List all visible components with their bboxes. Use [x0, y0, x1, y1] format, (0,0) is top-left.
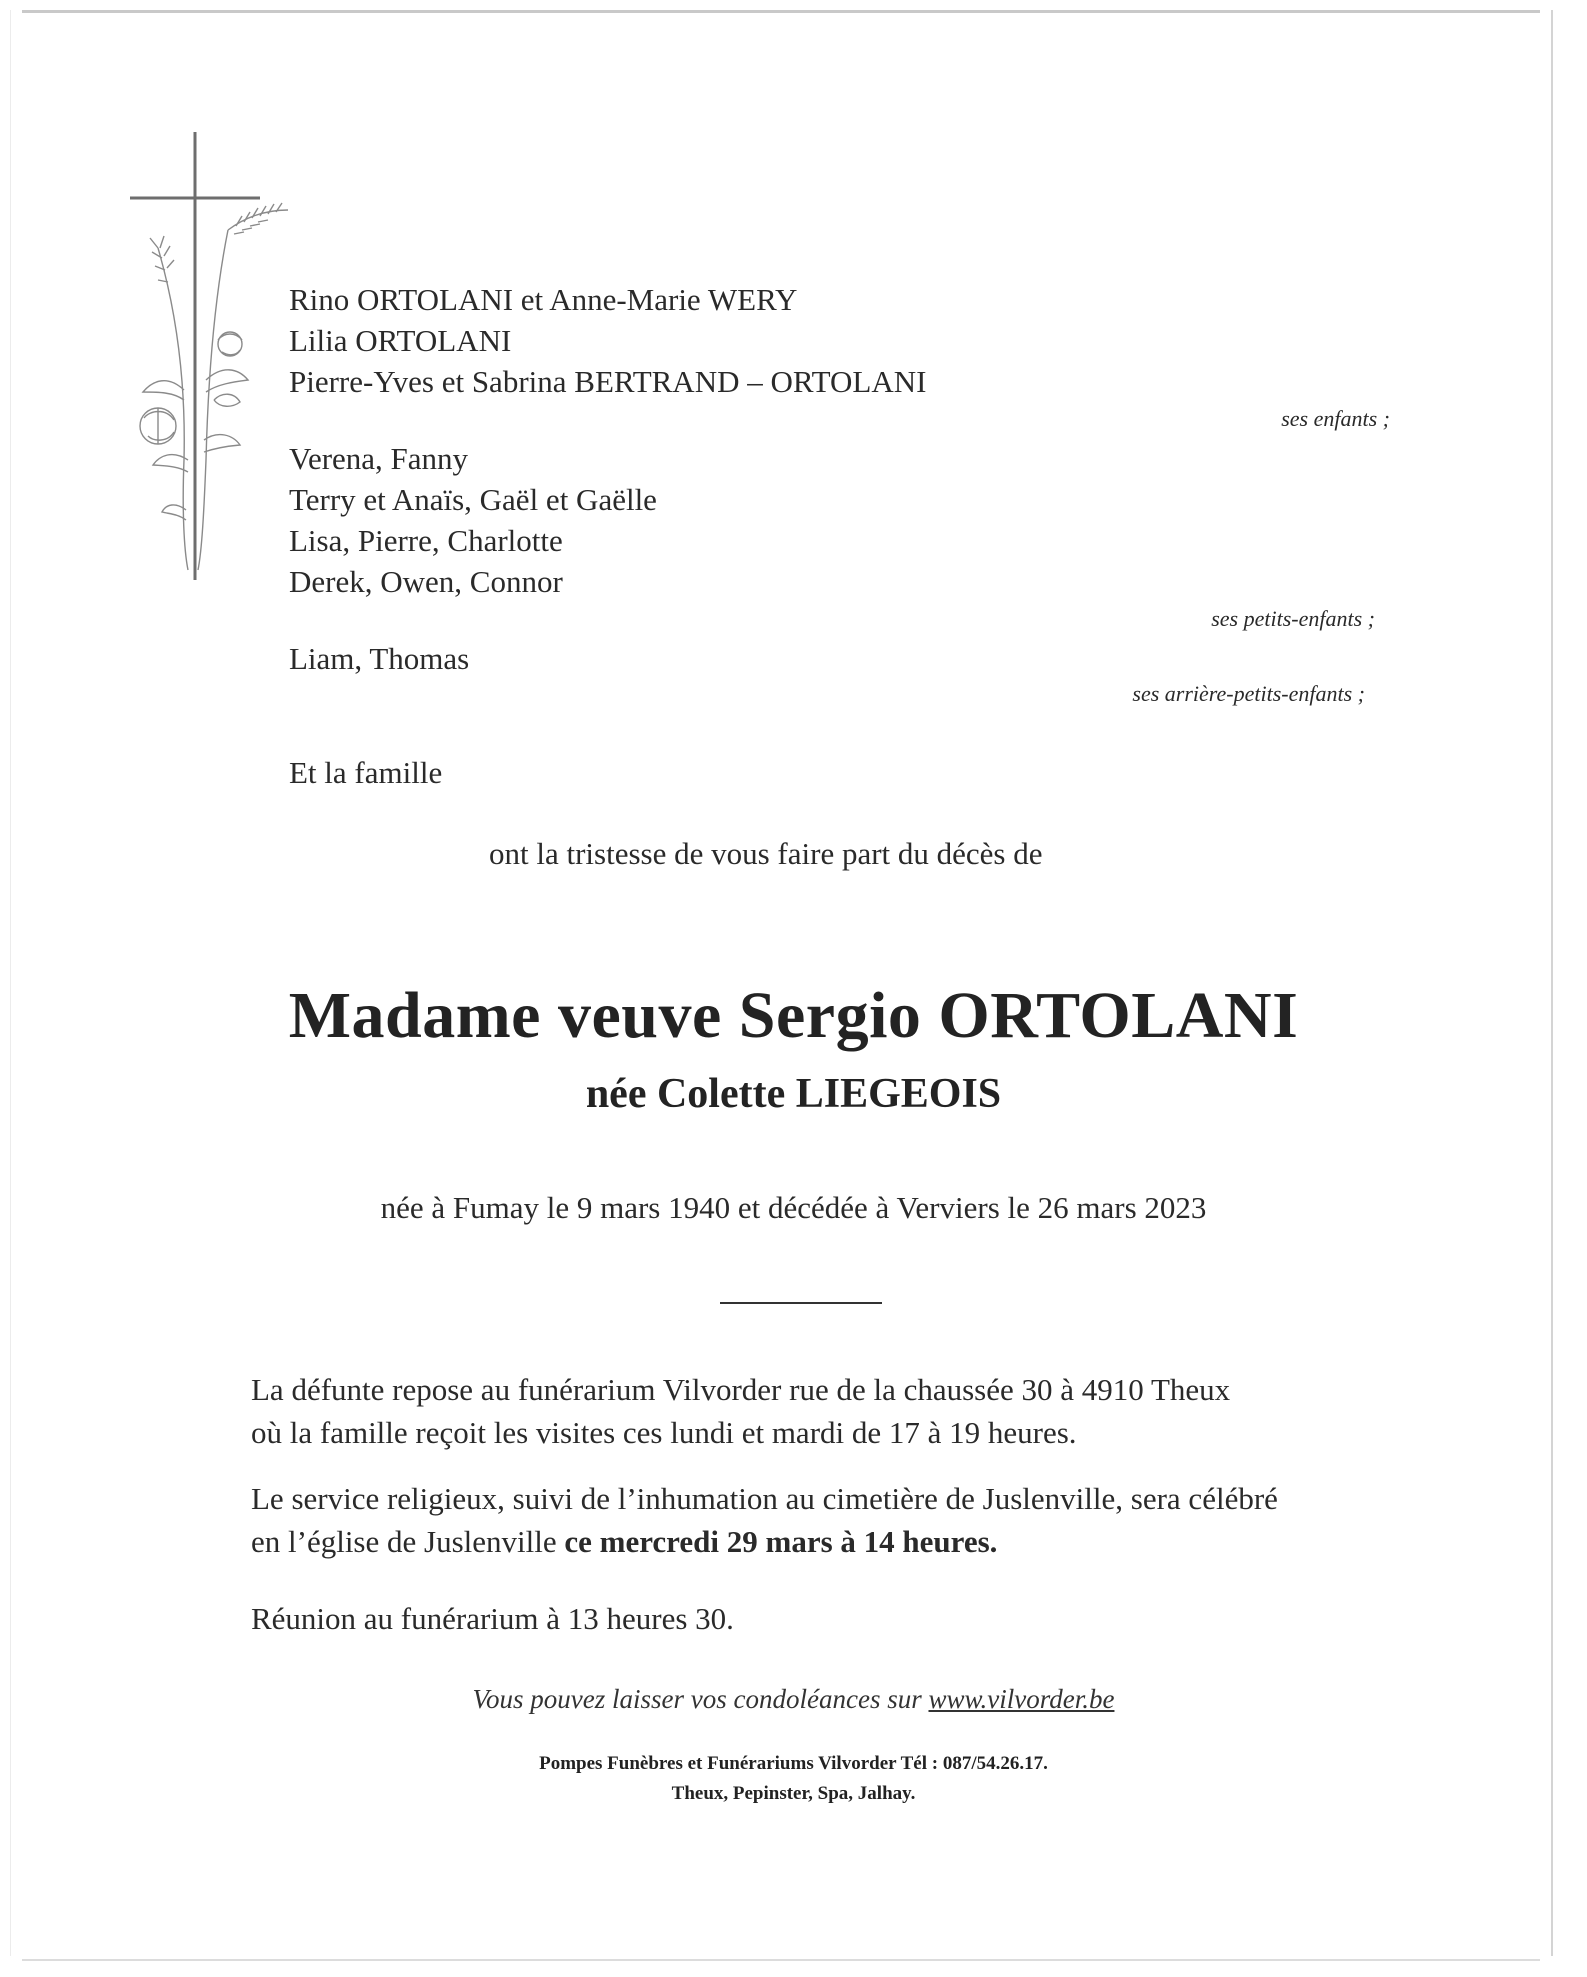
condolences-text: Vous pouvez laisser vos condoléances sur [472, 1684, 929, 1714]
child-line-1: Rino ORTOLANI et Anne-Marie WERY [289, 282, 798, 317]
visitation-paragraph [251, 1368, 1230, 1454]
deceased-name: Madame veuve Sergio ORTOLANI [288, 979, 1299, 1052]
grandchild-line-2: Terry et Anaïs, Gaël et Gaëlle [289, 482, 657, 517]
footer-funeral-home: Pompes Funèbres et Funérariums Vilvorder Tél : 087/54.26.17. [539, 1753, 1048, 1774]
meeting-text: Réunion au funérarium à 13 heures 30. [251, 1601, 734, 1636]
grandchild-line-1: Verena, Fanny [289, 441, 469, 476]
extended-family: Et la famille [289, 755, 443, 790]
cross-with-wheat-icon [118, 130, 298, 590]
condolences-line [0, 1684, 1587, 1715]
deceased-birth-name: née Colette LIEGEOIS [585, 1071, 1002, 1117]
visitation-line-1: La défunte repose au funérarium Vilvorder rue de la chaussée 30 à 4910 Theux [251, 1372, 1231, 1407]
child-line-2: Lilia ORTOLANI [289, 323, 512, 358]
visitation-line-2: où la famille reçoit les visites ces lundi et mardi de 17 à 19 heures. [251, 1415, 1077, 1450]
great-grandchildren-label: ses arrière-petits-enfants ; [1132, 681, 1365, 706]
separator-line [720, 1302, 882, 1304]
child-line-3: Pierre-Yves et Sabrina BERTRAND – ORTOLANI [289, 364, 927, 399]
service-datetime: ce mercredi 29 mars à 14 heures. [564, 1524, 998, 1559]
service-line-2-text: en l’église de Juslenville [251, 1524, 565, 1559]
announcement-text: ont la tristesse de vous faire part du décès de [489, 836, 1043, 871]
deceased-dates: née à Fumay le 9 mars 1940 et décédée à Verviers le 26 mars 2023 [380, 1190, 1207, 1225]
great-grandchild-line-1: Liam, Thomas [289, 641, 470, 676]
children-label: ses enfants ; [1281, 406, 1390, 431]
footer-locations: Theux, Pepinster, Spa, Jalhay. [671, 1783, 916, 1804]
service-paragraph [251, 1477, 1278, 1563]
service-line-1: Le service religieux, suivi de l’inhumation au cimetière de Juslenville, sera célébré [251, 1481, 1278, 1516]
grandchild-line-3: Lisa, Pierre, Charlotte [289, 523, 563, 558]
grandchildren-label: ses petits-enfants ; [1211, 606, 1375, 631]
condolences-link[interactable]: www.vilvorder.be [928, 1684, 1115, 1714]
service-line-2 [251, 1520, 1278, 1563]
grandchild-line-4: Derek, Owen, Connor [289, 564, 563, 599]
